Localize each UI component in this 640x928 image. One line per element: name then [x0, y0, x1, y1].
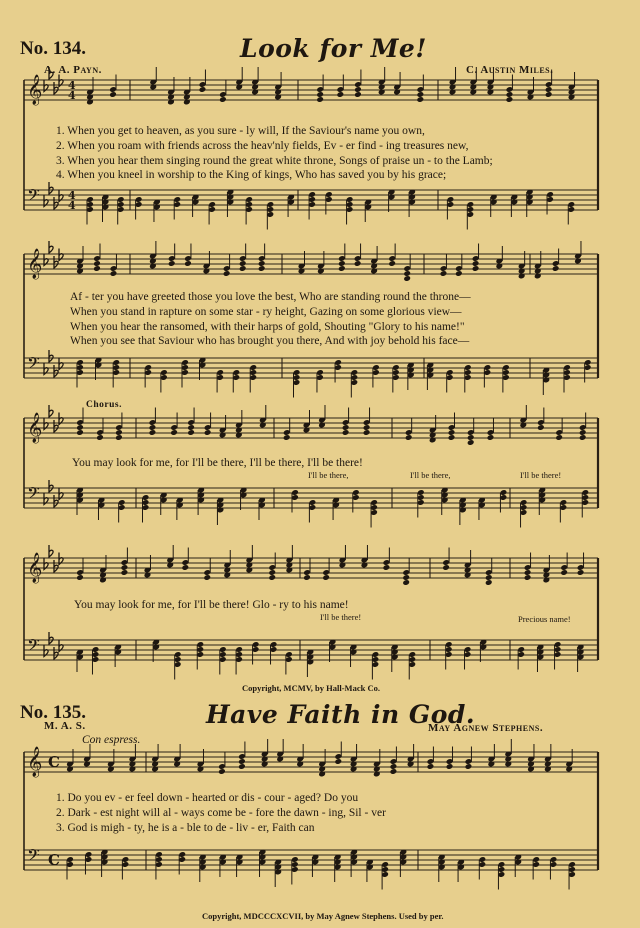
- verse-3-line-1: 3. When you hear them singing round the great white throne, Songs of praise un - to the Lamb;: [56, 154, 493, 167]
- svg-text:𝄢: 𝄢: [27, 353, 40, 377]
- verses-system-2: [70, 290, 471, 349]
- verse-3-line-2: When you hear the ransomed, with their harps of gold, Shouting "Glory to his name!": [70, 320, 465, 333]
- hymn-135-composer: May Agnew Stephens.: [428, 722, 544, 734]
- verses-system-1: [56, 124, 493, 183]
- hymn-135-copyright: Copyright, MDCCCXCVII, by May Agnew Stephens. Used by per.: [202, 911, 444, 921]
- chorus-cue-5: Precious name!: [518, 614, 571, 624]
- svg-text:𝄞: 𝄞: [27, 553, 43, 583]
- hymn-134-copyright: Copyright, MCMV, by Hall-Mack Co.: [242, 683, 380, 693]
- svg-text:4: 4: [68, 199, 76, 212]
- svg-text:𝄞: 𝄞: [27, 747, 43, 777]
- hymn-135-number: No. 135.: [20, 702, 86, 723]
- verse-4-line-2: When you see that Saviour who has brought you there, And with joy behold his face—: [70, 335, 470, 348]
- svg-text:𝄞: 𝄞: [27, 249, 43, 279]
- chorus-cue-3: I'll be there!: [520, 470, 562, 480]
- svg-text:𝄢: 𝄢: [27, 483, 40, 507]
- hymn-135-title: Have Faith in God.: [206, 700, 476, 729]
- verse-1-line-2: Af - ter you have greeted those you love the best, Who are standing round the throne—: [70, 291, 471, 303]
- chorus-cue-1: I'll be there,: [308, 470, 349, 480]
- svg-text:𝄢: 𝄢: [27, 635, 40, 659]
- verse-2-line-1: 2. When you roam with friends across the heav'nly fields, Ev - er find - ing treasures new,: [56, 139, 469, 152]
- verse-2-line-2: When you stand in rapture on some star - ry height, Gazing on some glorious view—: [70, 305, 462, 318]
- svg-text:4: 4: [68, 189, 76, 202]
- svg-text:C: C: [48, 753, 60, 771]
- verse-1-line-1: 1. When you get to heaven, as you sure - ly will, If the Saviour's name you own,: [56, 125, 425, 137]
- chorus-cue-4: I'll be there!: [320, 612, 362, 622]
- svg-text:𝄢: 𝄢: [27, 845, 40, 869]
- hymn-135-verse-1: 1. Do you ev - er feel down - hearted or dis - cour - aged? Do you: [56, 792, 359, 804]
- hymn-135-lyricist: M. A. S.: [44, 720, 86, 732]
- svg-text:𝄢: 𝄢: [27, 185, 40, 209]
- hymn-134-number: No. 134.: [20, 38, 86, 59]
- hymn-135-verse-3: 3. God is migh - ty, he is a - ble to de - liv - er, Faith can: [56, 821, 315, 834]
- chorus-cue-2: I'll be there,: [410, 470, 451, 480]
- svg-text:𝄞: 𝄞: [27, 75, 43, 105]
- svg-text:C: C: [48, 851, 60, 869]
- hymn-134-composer: C. Austin Miles.: [466, 64, 554, 76]
- hymn-135-verse-2: 2. Dark - est night will al - ways come be - fore the dawn - ing, Sil - ver: [56, 806, 386, 819]
- chorus-line-2: You may look for me, for I'll be there! Glo - ry to his name!: [74, 599, 349, 611]
- svg-text:𝄞: 𝄞: [27, 413, 43, 443]
- svg-text:4: 4: [68, 79, 76, 92]
- verse-4-line-1: 4. When you kneel in worship to the King of kings, Who has saved you by his grace;: [56, 169, 447, 182]
- chorus-line-1: You may look for me, for I'll be there, I'll be there, I'll be there!: [72, 457, 363, 469]
- hymn-134-lyricist: A. A. Payn.: [44, 64, 102, 76]
- svg-text:4: 4: [68, 89, 76, 102]
- expression-marking: Con espress.: [82, 734, 141, 746]
- hymn-134-title: Look for Me!: [240, 34, 427, 63]
- chorus-label: Chorus.: [86, 400, 122, 410]
- hymn-135-verses: [56, 791, 386, 835]
